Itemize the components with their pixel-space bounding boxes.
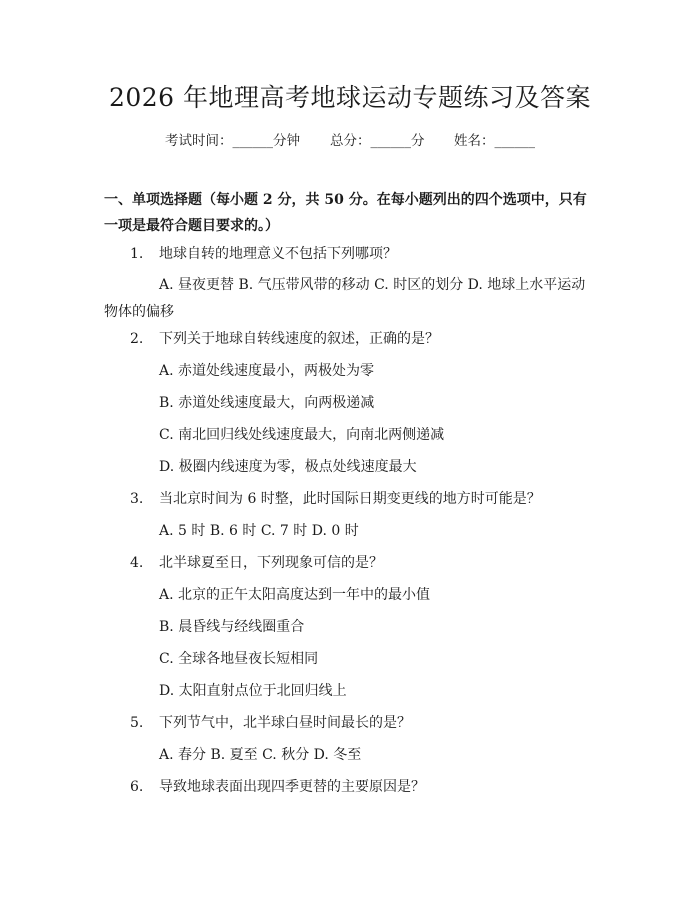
section-heading: 一、单项选择题（每小题 2 分，共 50 分。在每小题列出的四个选项中，只有一项是最符合题目要求的。） — [104, 192, 587, 234]
question-number: 4. — [130, 555, 144, 571]
question-number: 5. — [130, 715, 144, 731]
question-option: B. 赤道处线速度最大，向两极递减 — [159, 395, 375, 411]
question-number: 3. — [130, 491, 144, 507]
question-option: D. 极圈内线速度为零，极点处线速度最大 — [159, 459, 417, 475]
question-options: A. 昼夜更替 B. 气压带风带的移动 C. 时区的划分 D. 地球上水平运动物体的偏移 — [104, 277, 586, 320]
question-text: 导致地球表面出现四季更替的主要原因是？ — [159, 779, 425, 795]
question-text: 地球自转的地理意义不包括下列哪项？ — [159, 246, 397, 262]
question-option: A. 北京的正午太阳高度达到一年中的最小值 — [159, 587, 431, 603]
question-option: D. 太阳直射点位于北回归线上 — [159, 683, 347, 699]
question-text: 北半球夏至日，下列现象可信的是？ — [159, 555, 383, 571]
question-text: 下列关于地球自转线速度的叙述，正确的是？ — [159, 331, 439, 347]
exam-meta — [0, 129, 700, 153]
question-options: A. 5 时 B. 6 时 C. 7 时 D. 0 时 — [159, 523, 359, 539]
question-option: C. 全球各地昼夜长短相同 — [159, 651, 319, 667]
exam-time-field: 考试时间：______分钟 — [165, 133, 300, 149]
page-title: 2026 年地理高考地球运动专题练习及答案 — [108, 83, 592, 112]
question-number: 2. — [130, 331, 144, 347]
question-text: 下列节气中，北半球白昼时间最长的是？ — [159, 715, 411, 731]
question-option: B. 晨昏线与经线圈重合 — [159, 619, 305, 635]
student-name-field: 姓名：______ — [454, 133, 535, 149]
question-number: 1. — [130, 246, 144, 262]
question-number: 6. — [130, 779, 144, 795]
question-option: C. 南北回归线处线速度最大，向南北两侧递减 — [159, 427, 445, 443]
question-option: A. 赤道处线速度最小，两极处为零 — [159, 363, 375, 379]
total-score-field: 总分：______分 — [330, 133, 425, 149]
question-text: 当北京时间为 6 时整，此时国际日期变更线的地方时可能是？ — [159, 491, 541, 507]
question-options: A. 春分 B. 夏至 C. 秋分 D. 冬至 — [159, 747, 362, 763]
